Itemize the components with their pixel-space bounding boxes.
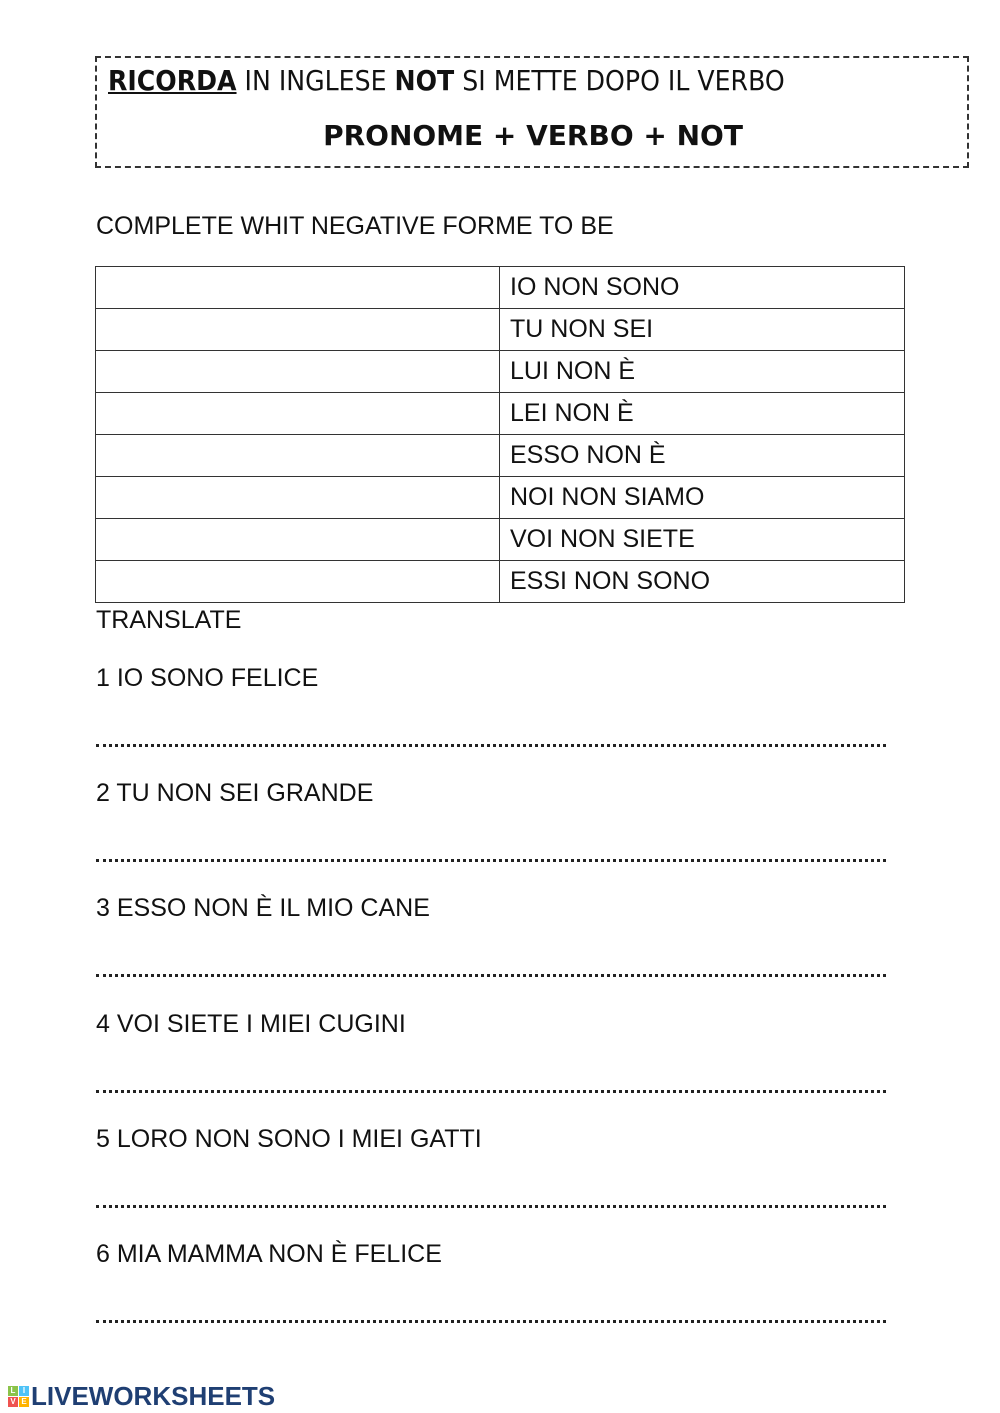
- not-label: NOT: [394, 64, 455, 97]
- answer-input[interactable]: [96, 518, 503, 561]
- answer-cell[interactable]: [96, 309, 500, 351]
- translation-input[interactable]: [96, 1189, 886, 1208]
- sentence: 6 MIA MAMMA NON È FELICE: [96, 1240, 442, 1268]
- liveworksheets-logo: [8, 1381, 275, 1412]
- logo-text: LIVEWORKSHEETS: [31, 1381, 276, 1411]
- answer-input[interactable]: [96, 308, 503, 351]
- answer-cell[interactable]: [96, 477, 500, 519]
- italian-cell: VOI NON SIETE: [500, 519, 905, 561]
- reminder-text: IN INGLESE: [236, 64, 395, 97]
- italian-cell: ESSI NON SONO: [500, 561, 905, 603]
- italian-cell: TU NON SEI: [500, 309, 905, 351]
- table-row: [96, 561, 905, 603]
- logo-letter: L: [8, 1386, 18, 1396]
- translation-input[interactable]: [96, 728, 886, 747]
- formula: PRONOME + VERBO + NOT: [323, 119, 743, 152]
- italian-cell: NOI NON SIAMO: [500, 477, 905, 519]
- translation-input[interactable]: [96, 843, 886, 862]
- reminder-text: SI METTE DOPO IL VERBO: [454, 64, 785, 97]
- sentence: 3 ESSO NON È IL MIO CANE: [96, 894, 430, 922]
- translation-input[interactable]: [96, 958, 886, 977]
- table-row: [96, 477, 905, 519]
- italian-cell: LUI NON È: [500, 351, 905, 393]
- sentence: 5 LORO NON SONO I MIEI GATTI: [96, 1125, 482, 1153]
- table-row: [96, 435, 905, 477]
- translate-title: TRANSLATE: [96, 606, 242, 634]
- answer-cell[interactable]: [96, 393, 500, 435]
- answer-input[interactable]: [96, 434, 503, 477]
- answer-input[interactable]: [96, 266, 503, 309]
- logo-letter: V: [8, 1397, 18, 1407]
- logo-icon: [8, 1386, 29, 1407]
- answer-cell[interactable]: [96, 351, 500, 393]
- answer-input[interactable]: [96, 476, 503, 519]
- table-row: [96, 309, 905, 351]
- italian-cell: LEI NON È: [500, 393, 905, 435]
- answer-input[interactable]: [96, 392, 503, 435]
- logo-letter: E: [19, 1397, 29, 1407]
- table-row: [96, 519, 905, 561]
- sentence: 1 IO SONO FELICE: [96, 664, 319, 692]
- answer-input[interactable]: [96, 560, 503, 603]
- table-row: [96, 351, 905, 393]
- answer-input[interactable]: [96, 350, 503, 393]
- answer-cell[interactable]: [96, 519, 500, 561]
- italian-cell: IO NON SONO: [500, 267, 905, 309]
- sentence: 2 TU NON SEI GRANDE: [96, 779, 374, 807]
- answer-cell[interactable]: [96, 435, 500, 477]
- logo-letter: I: [19, 1386, 29, 1396]
- answer-cell[interactable]: [96, 267, 500, 309]
- instruction: COMPLETE WHIT NEGATIVE FORME TO BE: [96, 212, 614, 240]
- reminder-line: [108, 64, 785, 97]
- table-row: [96, 393, 905, 435]
- answer-cell[interactable]: [96, 561, 500, 603]
- to-be-table: [95, 266, 905, 603]
- translation-input[interactable]: [96, 1074, 886, 1093]
- sentence: 4 VOI SIETE I MIEI CUGINI: [96, 1010, 406, 1038]
- ricorda-label: RICORDA: [108, 64, 237, 97]
- table-row: [96, 267, 905, 309]
- translation-input[interactable]: [96, 1304, 886, 1323]
- italian-cell: ESSO NON È: [500, 435, 905, 477]
